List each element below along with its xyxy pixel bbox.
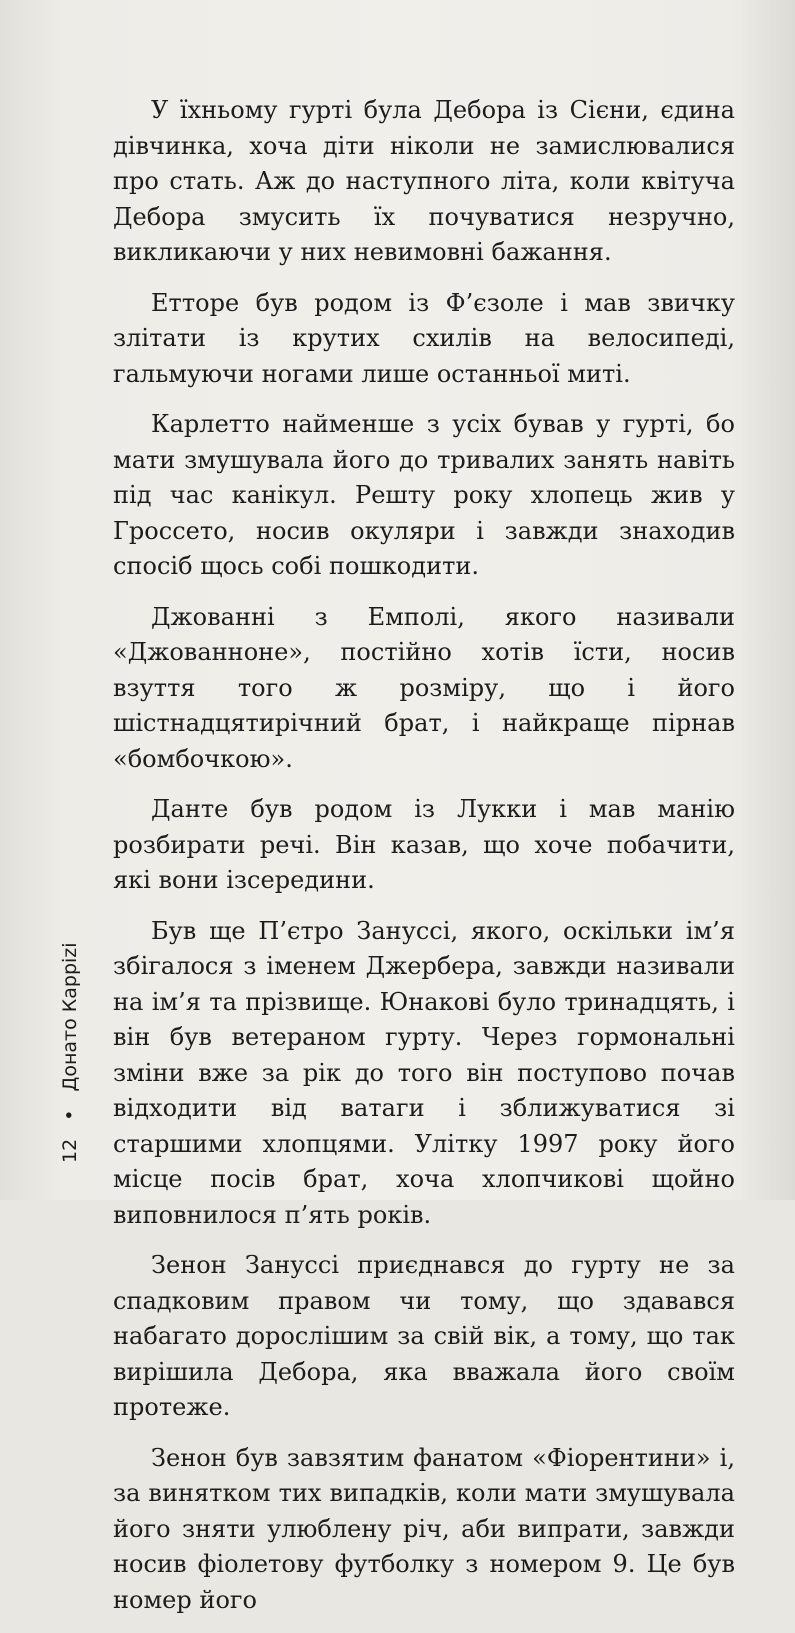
separator-bullet: • [59,1109,81,1121]
paragraph-zenon-fan: Зенон був завзятим фанатом «Фіорентини» і, за винятком тих випадків, коли мати змушувала його зняти улюблену річ, аби випрати, завжди носив фіолетову футболку з номером 9. Це був номер його [113,1443,735,1614]
paragraph-ettore: Етторе був родом із Ф’єзоле і мав звичку злітати із крутих схилів на велосипеді, гальмуючи ногами лише останньої миті. [113,288,735,388]
page-number: 12 [59,1138,81,1163]
paragraph-debora: У їхньому гурті була Дебора із Сієни, єдина дівчинка, хоча діти ніколи не замислювалися про стать. Аж до наступного літа, коли квітуча Дебора змусить їх почуватися незручно, викликаючи у них невимовні бажання. [113,96,735,266]
paragraph-giovanni: Джованні з Емполі, якого називали «Джованноне», постійно хотів їсти, носив взуття того ж розміру, що і його шістнадцятирічний брат, і найкраще пірнав «бомбочкою». [113,602,735,773]
paragraph-pietro: Був ще П’єтро Зануссі, якого, оскільки ім’я збігалося з іменем Джербера, завжди називали на ім’я та прізвище. Юнакові було тринадцять, і він був ветераном гурту. Через гормональні зміни вже за рік до того він поступово почав відходити від ватаги і зближуватися зі старшими хлопцями. Улітку 1997 року його місце посів брат, хоча хлопчикові щойно виповнилося п’ять років. [113,916,735,1229]
paragraph-zenon-joins: Зенон Зануссі приєднався до гурту не за спадковим правом чи тому, що здавався набагато дорослішим за свій вік, а тому, що так вирішила Дебора, яка вважала його своїм протеже. [113,1251,735,1421]
author-name: Донато Карріzi [59,942,81,1092]
running-head [59,942,81,1163]
paragraph-dante: Данте був родом із Лукки і мав манію розбирати речі. Він казав, що хоче побачити, які вони ізсередини. [113,795,735,894]
paragraph-carletto: Карлетто найменше з усіх бував у гурті, бо мати змушувала його до тривалих занять навіть під час канікул. Решту року хлопець жив у Гроссето, носив окуляри і завжди знаходив спосіб щось собі пошкодити. [113,410,735,580]
body-text [113,93,735,1633]
